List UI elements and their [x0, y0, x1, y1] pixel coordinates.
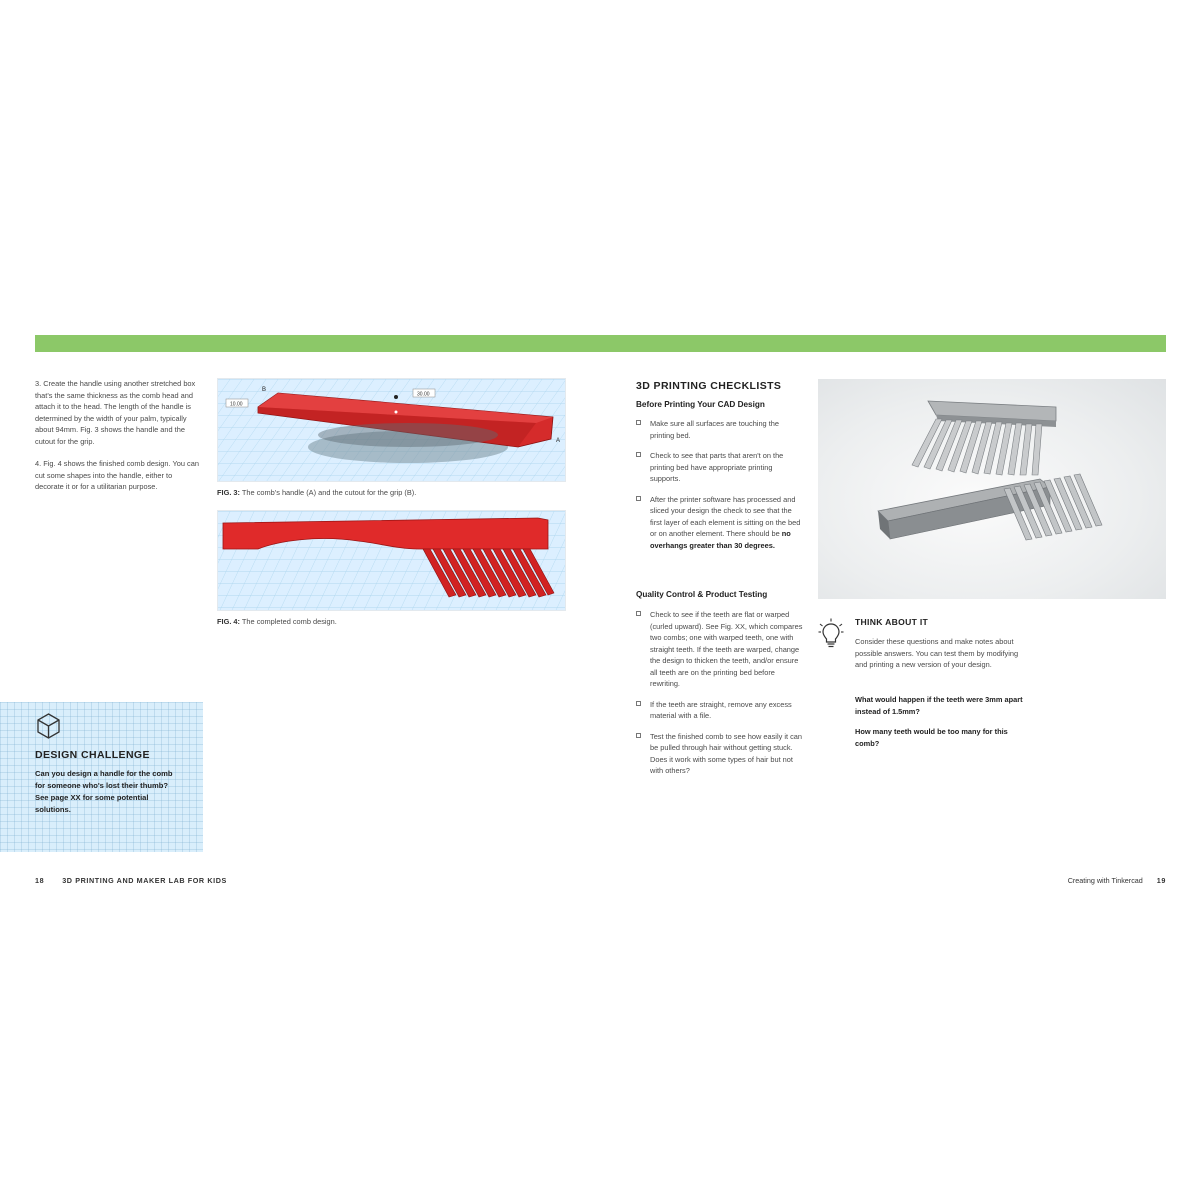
- figure-3-image: [217, 378, 566, 482]
- question-item: How many teeth would be too many for this comb?: [855, 727, 1008, 748]
- right-footer: [1068, 876, 1166, 885]
- figure-4-caption: [217, 617, 564, 626]
- printed-combs-photo: [818, 379, 1166, 599]
- right-page-number: 19: [1156, 876, 1166, 885]
- quality-control-title: Quality Control & Product Testing: [636, 590, 768, 599]
- overhang-rule: no overhangs greater than 30 degrees.: [650, 529, 791, 550]
- left-page-number: 18: [35, 876, 45, 885]
- marker-a: A: [556, 438, 561, 444]
- think-about-it-text: Consider these questions and make notes about possible answers. You can test them by modifying and printing a new version of your design.: [855, 637, 1019, 669]
- marker-b: B: [262, 387, 267, 393]
- checklist-item: Check to see that parts that aren't on the printing bed have appropriate printing supports.: [636, 450, 804, 485]
- cube-icon: [35, 712, 62, 744]
- svg-text:10.00: 10.00: [230, 401, 243, 408]
- checkbox-icon: [636, 733, 641, 738]
- checklist-item: Test the finished comb to see how easily it can be pulled through hair without getting stuck. Does it work with some types of hair but not with others?: [636, 731, 804, 777]
- svg-text:30.00: 30.00: [417, 391, 430, 398]
- before-printing-list: [636, 418, 804, 560]
- design-challenge-box: [0, 702, 203, 852]
- design-challenge-title: DESIGN CHALLENGE: [35, 749, 150, 761]
- think-about-it-title: THINK ABOUT IT: [855, 617, 929, 627]
- checklist-item: Check to see if the teeth are flat or warped (curled upward). See Fig. XX, which compares two combs; one with warped teeth, one with straight teeth. If the teeth are warped, change the design to thicken the teeth, and/or ensure all teeth are on the printing bed before rewriting.: [636, 609, 804, 690]
- figure-3-caption: [217, 488, 564, 497]
- section-name: Creating with Tinkercad: [1067, 876, 1143, 885]
- checklist-item: Make sure all surfaces are touching the printing bed.: [636, 418, 804, 441]
- left-footer: [35, 876, 227, 885]
- figure-4-label: FIG. 4:: [217, 617, 240, 626]
- warped-comb: [912, 401, 1056, 475]
- book-title: 3D PRINTING AND MAKER LAB FOR KIDS: [62, 876, 227, 885]
- checkbox-icon: [636, 611, 641, 616]
- before-printing-title: Before Printing Your CAD Design: [636, 400, 765, 409]
- completed-comb-render: [218, 511, 565, 610]
- lightbulb-icon: [818, 618, 844, 655]
- comb-handle-render: [218, 379, 565, 481]
- figure-3-caption-text: The comb's handle (A) and the cutout for the grip (B).: [241, 488, 417, 497]
- comb-handle-shape: [223, 518, 548, 549]
- checklist-item: If the teeth are straight, remove any excess material with a file.: [636, 699, 804, 722]
- design-challenge-text: Can you design a handle for the comb for someone who's lost their thumb? See page XX for some potential solutions.: [35, 769, 173, 814]
- checklist-item: After the printer software has processed and sliced your design the check to see that the first layer of each element is sitting on the bed or on another element. There should be no overhangs greater than 30 degrees.: [636, 494, 804, 552]
- figure-4-caption-text: The completed comb design.: [241, 617, 337, 626]
- think-about-it-questions: [855, 694, 1027, 758]
- step-4: 4. Fig. 4 shows the finished comb design. You can cut some shapes into the handle, either to decorate it or for a utilitarian purpose.: [35, 459, 199, 491]
- figure-4-image: [217, 510, 566, 611]
- figure-3-label: FIG. 3:: [217, 488, 240, 497]
- quality-control-list: [636, 609, 804, 786]
- step-3: 3. Create the handle using another stretched box that's the same thickness as the comb head and attach it to the head. The length of the handle is determined by the width of your palm, typically about 94mm. Fig. 3 shows the handle and the cutout for the grip.: [35, 379, 196, 446]
- straight-comb: [878, 474, 1102, 540]
- checkbox-icon: [636, 452, 641, 457]
- checklists-title: 3D PRINTING CHECKLISTS: [636, 380, 782, 392]
- question-item: What would happen if the teeth were 3mm apart instead of 1.5mm?: [855, 695, 1023, 716]
- checkbox-icon: [636, 496, 641, 501]
- checkbox-icon: [636, 701, 641, 706]
- steps-text: [35, 378, 203, 504]
- checkbox-icon: [636, 420, 641, 425]
- header-band: [35, 335, 1166, 352]
